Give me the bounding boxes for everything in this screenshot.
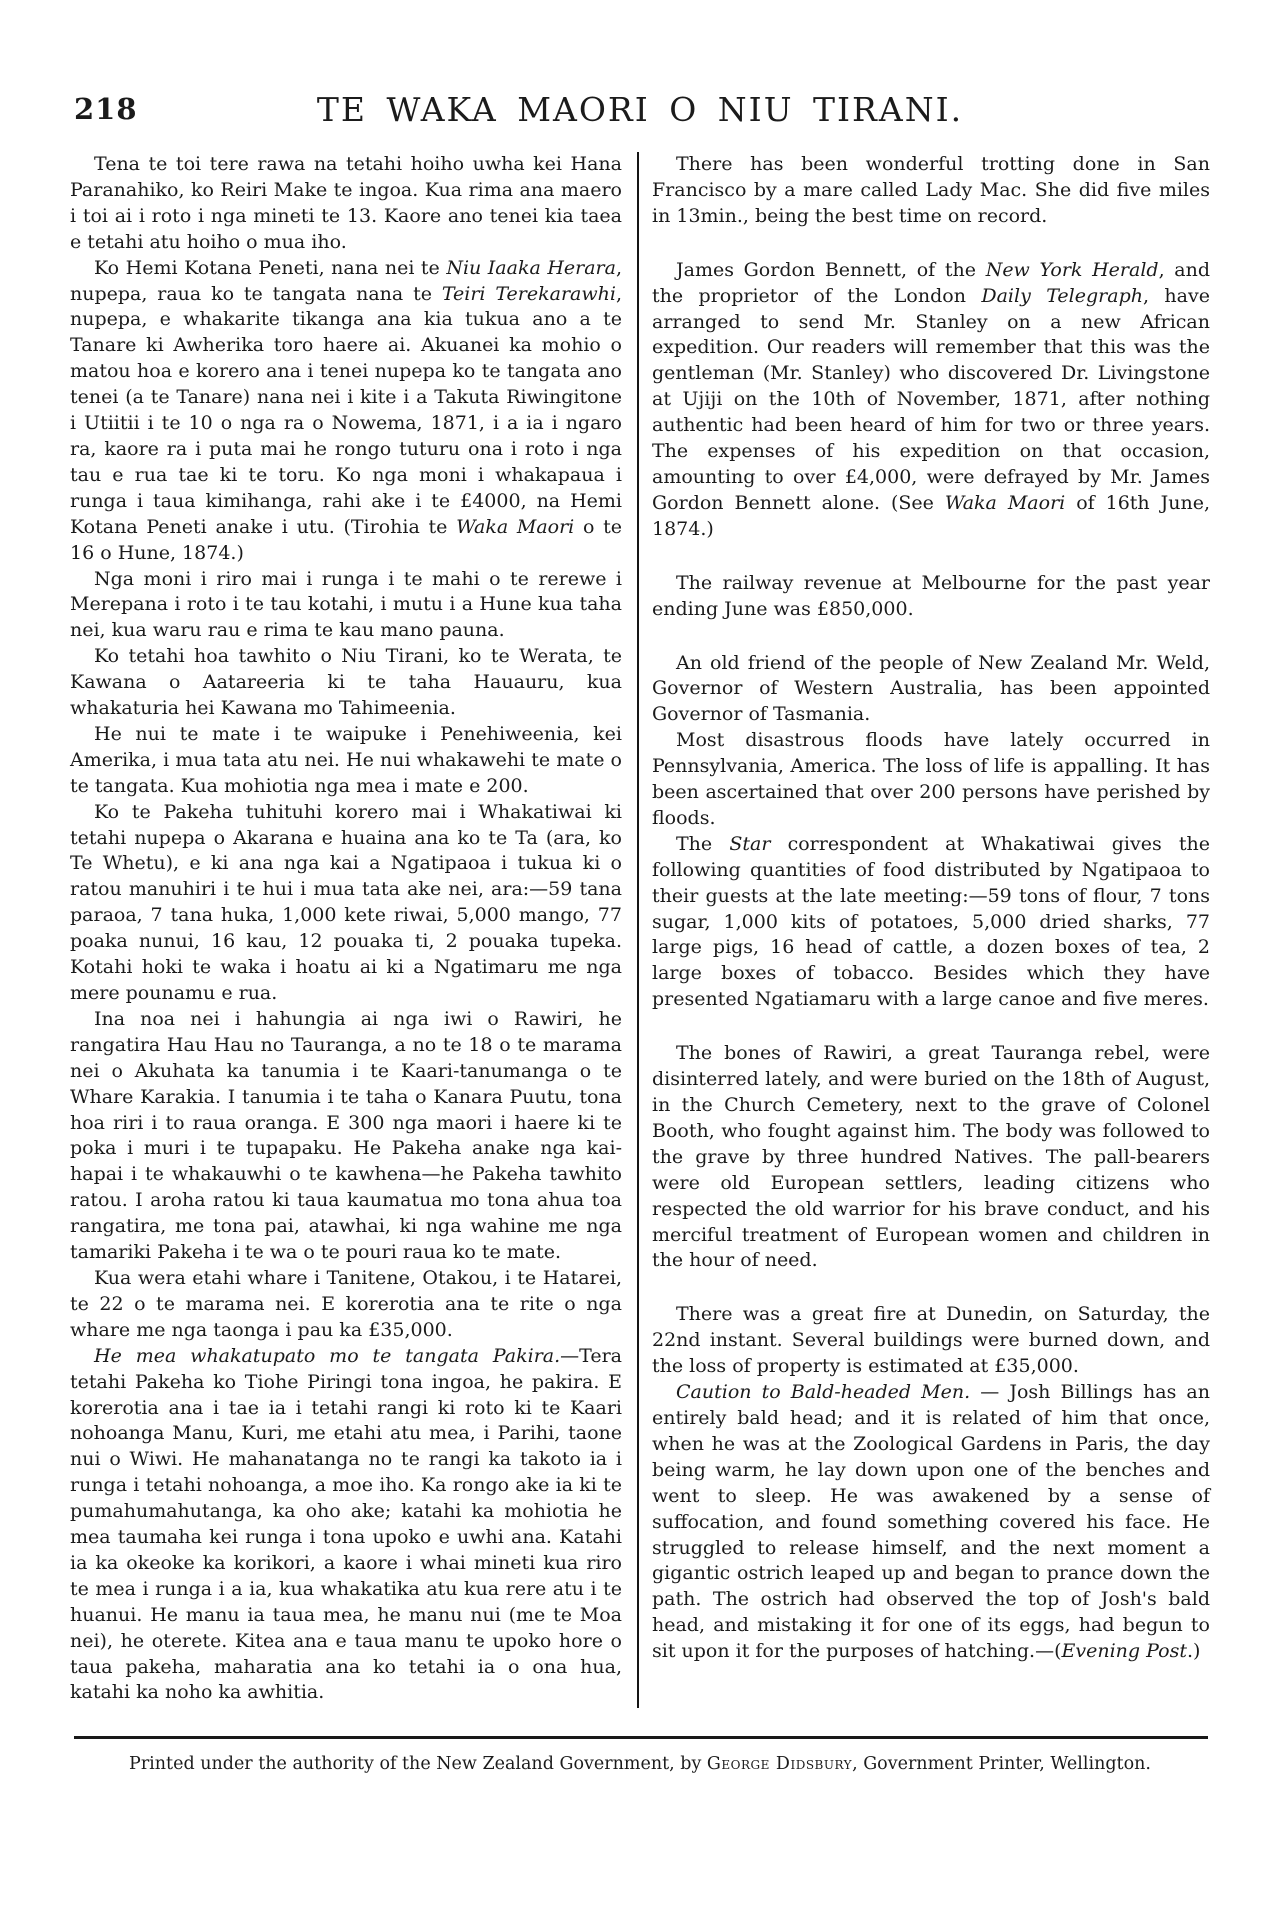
paragraph	[652, 1041, 1210, 1274]
italic-text-run: Caution to Bald-headed Men.	[676, 1381, 971, 1404]
paragraph	[70, 1266, 622, 1344]
text-run: , have arranged to send Mr. Stanley on a new African expedition. Our readers will remember that this was the gentleman (Mr. Stanley) who discovered Dr. Livingstone at Ujiji on the 10th of November, 1871, after nothing authentic had been heard of him for two or three years. The expenses of his expedition on that occasion, amounting to over £4,000, were defrayed by Mr. James Gordon Bennett alone. (See	[652, 284, 1210, 514]
paragraph	[70, 644, 622, 722]
article-columns	[70, 152, 1210, 1708]
right-column	[652, 152, 1210, 1708]
text-run: Most disastrous floods have lately occurred in Pennsylvania, America. The loss of life is appalling. It has been ascertained that over 200 persons have perished by floods.	[652, 729, 1210, 829]
paragraph	[652, 832, 1210, 1013]
text-run: correspondent at Whakatiwai gives the following quantities of food distributed by Ngatipaoa to their guests at the late meeting:—59 tons of flour, 7 tons sugar, 1,000 kits of potatoes, 5,000 dried sharks, 77 large pigs, 16 head of cattle, a dozen boxes of tea, 2 large boxes of tobacco. Besides which they have presented Ngatiamaru with a large canoe and five meres.	[652, 832, 1210, 1011]
paragraph	[652, 1302, 1210, 1380]
text-run: —Tera tetahi Pakeha ko Tiohe Piringi tona ingoa, he pakira. E korerotia ana i tae ia i tetahi rangi ki roto ki te Kaari nohoanga Manu, Kuri, me etahi atu mea, i Parihi, taone nui o Wiwi. He mahanatanga no te rangi ka takoto ia i runga i tetahi nohoanga, a moe iho. Ka rongo ake ia ki te pumahumahutanga, ka oho ake; katahi ka mohiotia he mea taumaha kei runga i tona upoko e uwhi ana. Katahi ia ka okeoke ka korikori, a kaore i whai mineti kua riro te mea i runga i a ia, kua whakatika atu kua rere atu i te huanui. He manu ia taua mea, he manu nui (me te Moa nei), he oterete. Kitea ana e taua manu te upoko hore o taua pakeha, maharatia ana ko tetahi ia o ona hua, katahi ka noho ka awhitia.	[70, 1344, 622, 1704]
italic-text-run: Niu Iaaka Herara	[446, 256, 616, 279]
text-run: Ina noa nei i hahungia ai nga iwi o Rawiri, he rangatira Hau Hau no Tauranga, a no te 18 o te marama nei o Akuhata ka tanumia i te Kaari-tanumanga o te Whare Karakia. I tanumia i te taha o Kanara Puutu, tona hoa riri i to raua oranga. E 300 nga maori i haere ki te poka i muri i te tupapaku. He Pakeha anake nga kai-hapai i te whakauwhi o te kawhena—he Pakeha tawhito ratou. I aroha ratou ki taua kaumatua mo tona ahua toa rangatira, me tona pai, atawhai, ki nga wahine me nga tamariki Pakeha i te wa o te pouri raua ko te mate.	[70, 1007, 622, 1264]
news-item-group	[652, 571, 1210, 623]
italic-text-run: Daily Telegraph	[981, 284, 1143, 307]
news-item-group	[652, 1041, 1210, 1274]
paragraph	[70, 256, 622, 567]
paragraph	[652, 258, 1210, 543]
text-run: There was a great fire at Dunedin, on Saturday, the 22nd instant. Several buildings were burned down, and the loss of property is estimated at £35,000.	[652, 1303, 1210, 1378]
paragraph	[70, 567, 622, 645]
text-run: Ko te Pakeha tuhituhi korero mai i Whakatiwai ki tetahi nupepa o Akarana e huaina ana ko te Ta (ara, ko Te Whetu), e ki ana nga kai a Ngatipaoa i tukua ki o ratou manuhiri i te hui i mua tata ake nei, ara:—59 tana paraoa, 7 tana huka, 1,000 kete riwai, 5,000 mango, 77 poaka nunui, 16 kau, 12 pouaka ti, 2 pouaka tupeka. Kotahi hoki te waka i hoatu ai ki a Ngatimaru me nga mere pounamu e rua.	[70, 800, 622, 1004]
italic-text-run: Star	[729, 832, 771, 855]
imprint-prefix: Printed under the authority of the New Zealand Government, by	[129, 1754, 707, 1774]
page-number: 218	[74, 92, 138, 126]
italic-text-run: New York Herald	[985, 258, 1159, 281]
text-run: , nupepa, raua ko te tangata nana te	[70, 256, 622, 305]
text-run: Nga moni i riro mai i runga i te mahi o te rerewe i Merepana i roto i te tau kotahi, i mutu i a Hune kua taha nei, kua waru rau e rima te kau mano pauna.	[70, 567, 622, 642]
left-column	[70, 152, 622, 1708]
text-run: The railway revenue at Melbourne for the past year ending June was £850,000.	[652, 571, 1210, 620]
paragraph	[70, 722, 622, 800]
paragraph	[70, 152, 622, 256]
imprint-line	[0, 1752, 1280, 1776]
masthead	[0, 90, 1280, 140]
text-run: , nupepa, e whakarite tikanga ana kia tukua ano a te Tanare ki Awherika toro haere ai. Akuanei ka mohio o matou hoa e korero ana i tenei nupepa ko te tangata ano tenei (a te Tanare) nana nei i kite i a Takuta Riwingitone i Utiitii i te 10 o nga ra o Nowema, 1871, i a ia i ngaro ra, kaore ra i puta mai he rongo tuturu ona i roto i nga tau e rua tae ki te toru. Ko nga moni i whakapaua i runga i taua kimihanga, rahi ake i te £4000, na Hemi Kotana Peneti anake i utu. (Tirohia te	[70, 282, 622, 538]
text-run: Tena te toi tere rawa na tetahi hoiho uwha kei Hana Paranahiko, ko Reiri Make te ingoa. Kua rima ana maero i toi ai i roto i nga mineti te 13. Kaore ano tenei kia taea e tetahi atu hoiho o mua iho.	[70, 153, 622, 253]
paragraph	[652, 1380, 1210, 1665]
text-run: Ko Hemi Kotana Peneti, nana nei te	[94, 256, 447, 279]
paragraph	[652, 728, 1210, 832]
footer-rule	[74, 1736, 1208, 1739]
paragraph	[70, 1344, 622, 1707]
text-run: The	[676, 832, 730, 855]
text-run: The bones of Rawiri, a great Tauranga rebel, were disinterred lately, and were buried on the 18th of August, in the Church Cemetery, next to the grave of Colonel Booth, who fought against him. The body was followed to the grave by three hundred Natives. The pall-bearers were old European settlers, leading citizens who respected the old warrior for his brave conduct, and his merciful treatment of European women and children in the hour of need.	[652, 1042, 1210, 1272]
text-run: .)	[1186, 1640, 1201, 1663]
text-run: An old friend of the people of New Zealand Mr. Weld, Governor of Western Australia, has been appointed Governor of Tasmania.	[652, 651, 1210, 726]
italic-text-run: Waka Maori	[944, 491, 1066, 514]
italic-text-run: Teiri Terekarawhi	[441, 282, 616, 305]
text-run: Kua wera etahi whare i Tanitene, Otakou, i te Hatarei, te 22 o te marama nei. E korerotia ana te rite o nga whare me nga taonga i pau ka £35,000.	[70, 1266, 622, 1341]
paragraph	[70, 800, 622, 1007]
paragraph	[652, 571, 1210, 623]
text-run: Ko tetahi hoa tawhito o Niu Tirani, ko te Werata, te Kawana o Aatareeria ki te taha Hauauru, kua whakaturia hei Kawana mo Tahimeenia.	[70, 645, 622, 720]
column-divider-rule	[637, 152, 639, 1708]
italic-text-run: Waka Maori	[456, 515, 575, 538]
italic-text-run: Evening Post	[1061, 1640, 1187, 1663]
imprint-suffix: , Government Printer, Wellington.	[852, 1754, 1151, 1774]
text-run: He nui te mate i te waipuke i Penehiweenia, kei Amerika, i mua tata atu nei. He nui whakawehi te mate o te tangata. Kua mohiotia nga mea i mate e 200.	[70, 722, 622, 797]
text-run: o te 16 o Hune, 1874.)	[70, 515, 623, 564]
printer-name: George Didsbury	[706, 1754, 853, 1774]
text-run: James Gordon Bennett, of the	[676, 258, 986, 281]
news-item-group	[652, 651, 1210, 1014]
news-item-group	[652, 258, 1210, 543]
text-run: — Josh Billings has an entirely bald head; and it is related of him that once, when he was at the Zoological Gardens in Paris, the day being warm, he lay down upon one of the benches and went to sleep. He was awakened by a sense of suffocation, and found something covered his face. He struggled to release himself, and the next moment a gigantic ostrich leaped up and began to prance down the path. The ostrich had observed the top of Josh's bald head, and mistaking it for one of its eggs, had begun to sit upon it for the purposes of hatching.—(	[652, 1381, 1210, 1663]
paragraph	[652, 152, 1210, 230]
page-title: TE WAKA MAORI O NIU TIRANI.	[316, 90, 964, 129]
text-run: There has been wonderful trotting done in San Francisco by a mare called Lady Mac. She did five miles in 13min., being the best time on record.	[652, 153, 1210, 227]
italic-text-run: He mea whakatupato mo te tangata Pakira.	[94, 1344, 561, 1367]
news-item-group	[652, 152, 1210, 230]
paragraph	[70, 1007, 622, 1266]
news-item-group	[652, 1302, 1210, 1665]
text-run: of 16th June, 1874.)	[652, 491, 1211, 540]
text-run: , and the proprietor of the London	[652, 258, 1211, 307]
paragraph	[652, 651, 1210, 729]
